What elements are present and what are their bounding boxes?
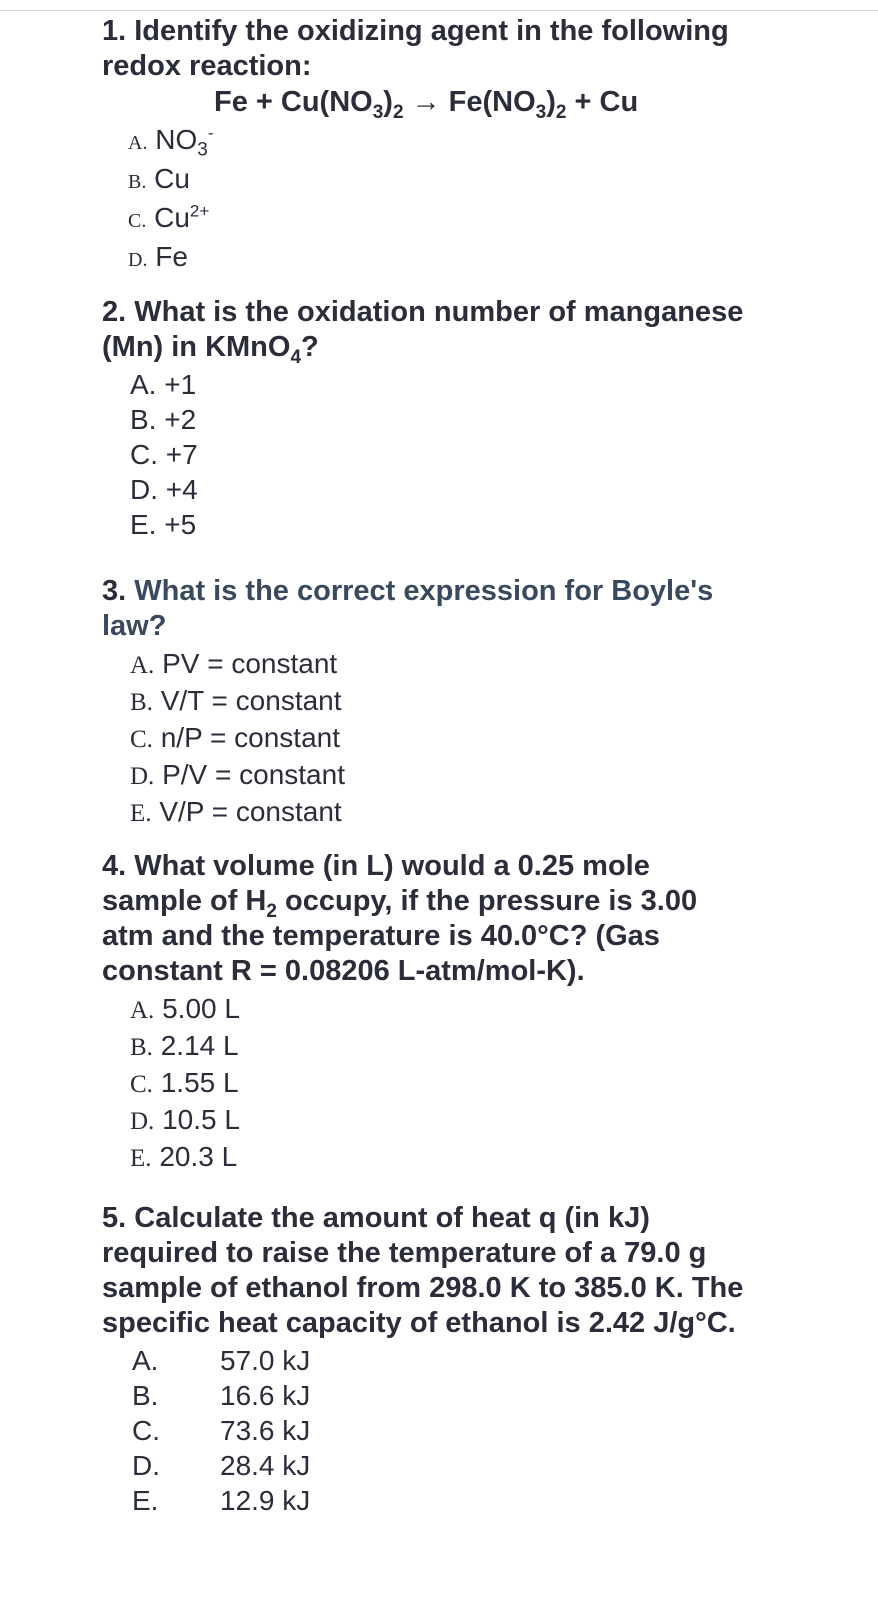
question-4	[102, 849, 782, 1176]
option-letter: B.	[128, 171, 147, 193]
equation-subscript: 2	[555, 101, 567, 123]
equation-subscript: 3	[535, 101, 547, 123]
answer-option-b[interactable]	[128, 161, 782, 200]
option-letter: A.	[130, 652, 155, 679]
redox-equation	[214, 84, 782, 123]
equation-part: Fe + Cu(NO	[214, 86, 373, 118]
answer-option-d[interactable]	[130, 1102, 782, 1139]
option-letter: E.	[130, 800, 152, 827]
option-letter: C.	[130, 1071, 153, 1098]
question-number: 5.	[102, 1202, 127, 1234]
question-1	[102, 14, 782, 278]
answer-option-d[interactable]	[130, 472, 782, 507]
option-text: V/P = constant	[159, 796, 342, 827]
option-text: 1.55 L	[160, 1067, 239, 1098]
answer-options	[130, 991, 782, 1176]
option-text: +5	[164, 509, 197, 540]
option-text: 28.4 kJ	[220, 1450, 311, 1481]
option-letter: C.	[130, 726, 153, 753]
question-prompt: sample of ethanol from 298.0 K to 385.0 K. The	[102, 1272, 744, 1304]
answer-option-c[interactable]	[130, 1065, 782, 1102]
option-letter: E.	[130, 509, 157, 540]
answer-option-e[interactable]	[130, 794, 782, 831]
option-text: P/V = constant	[162, 759, 345, 790]
question-prompt: sample of H	[102, 885, 267, 917]
question-3-text	[102, 574, 782, 644]
answer-option-e[interactable]	[130, 1139, 782, 1176]
question-4-text	[102, 849, 782, 989]
answer-option-a[interactable]	[130, 991, 782, 1028]
answer-option-c[interactable]	[130, 720, 782, 757]
option-text: 20.3 L	[159, 1141, 238, 1172]
question-5	[102, 1201, 782, 1518]
option-letter: C.	[130, 439, 158, 470]
option-letter: B.	[132, 1380, 159, 1411]
option-letter: D.	[132, 1450, 160, 1481]
option-text: 10.5 L	[162, 1104, 240, 1135]
question-number: 4.	[102, 850, 127, 882]
question-prompt: constant R = 0.08206 L-atm/mol-K).	[102, 955, 585, 987]
option-letter: C.	[132, 1415, 160, 1446]
question-prompt: required to raise the temperature of a 79.0 g	[102, 1237, 707, 1269]
option-letter: D.	[130, 763, 155, 790]
option-text: +4	[165, 474, 198, 505]
question-prompt: atm and the temperature is 40.0°C? (Gas	[102, 920, 660, 952]
reaction-arrow: →	[403, 86, 449, 118]
answer-options	[130, 367, 782, 542]
option-subscript: 3	[197, 139, 208, 161]
answer-option-b[interactable]	[130, 1028, 782, 1065]
answer-option-e[interactable]	[130, 507, 782, 542]
option-text: 2.14 L	[160, 1030, 239, 1061]
option-text: 5.00 L	[162, 993, 240, 1024]
option-text: NO	[155, 124, 198, 155]
option-letter: A.	[132, 1345, 159, 1376]
option-text: Fe	[155, 241, 188, 272]
answer-options	[130, 646, 782, 831]
question-prompt: What is the oxidation number of manganese	[134, 296, 744, 328]
answer-option-b[interactable]	[130, 402, 782, 437]
answer-options	[132, 1343, 782, 1518]
option-letter: D.	[130, 474, 158, 505]
question-prompt: specific heat capacity of ethanol is 2.42 J/g°C.	[102, 1307, 736, 1339]
option-text: 16.6 kJ	[220, 1380, 311, 1411]
option-text: +1	[164, 369, 197, 400]
question-number: 1.	[102, 15, 127, 47]
question-number: 2.	[102, 296, 127, 328]
option-letter: D.	[130, 1108, 155, 1135]
option-letter: E.	[132, 1485, 159, 1516]
option-letter: A.	[128, 132, 148, 154]
answer-option-d[interactable]	[128, 239, 782, 278]
option-text: 73.6 kJ	[220, 1415, 311, 1446]
option-letter: D.	[128, 249, 148, 271]
option-text: Cu	[154, 163, 190, 194]
question-number: 3.	[102, 575, 127, 607]
option-letter: B.	[130, 1034, 153, 1061]
answer-option-d[interactable]	[132, 1448, 782, 1483]
question-2	[102, 295, 782, 542]
question-prompt: Identify the oxidizing agent in the following redox reaction:	[102, 15, 729, 82]
answer-option-c[interactable]	[132, 1413, 782, 1448]
option-text: V/T = constant	[160, 685, 342, 716]
equation-subscript: 2	[392, 101, 404, 123]
answer-option-b[interactable]	[130, 683, 782, 720]
option-letter: A.	[130, 997, 155, 1024]
answer-options	[128, 122, 782, 278]
answer-option-e[interactable]	[132, 1483, 782, 1518]
equation-part: )	[546, 86, 556, 118]
question-2-text	[102, 295, 782, 368]
answer-option-a[interactable]	[132, 1343, 782, 1378]
formula-subscript: 2	[266, 900, 277, 922]
option-text: 57.0 kJ	[220, 1345, 311, 1376]
question-prompt: occupy, if the pressure is 3.00	[276, 885, 698, 917]
question-1-text	[102, 14, 782, 84]
answer-option-c[interactable]	[130, 437, 782, 472]
option-superscript: 2+	[189, 201, 210, 221]
option-letter: A.	[130, 369, 157, 400]
option-text: Cu	[154, 202, 190, 233]
question-5-text	[102, 1201, 782, 1341]
equation-part: Fe(NO	[448, 86, 536, 118]
option-text: +2	[164, 404, 197, 435]
equation-part: + Cu	[566, 86, 639, 118]
equation-subscript: 3	[372, 101, 384, 123]
answer-option-a[interactable]	[128, 122, 782, 161]
option-letter: C.	[128, 210, 147, 232]
option-text: PV = constant	[162, 648, 338, 679]
option-letter: B.	[130, 689, 153, 716]
formula-subscript: 4	[290, 346, 302, 368]
answer-option-d[interactable]	[130, 757, 782, 794]
top-divider	[0, 10, 878, 11]
option-letter: E.	[130, 1145, 152, 1172]
answer-option-b[interactable]	[132, 1378, 782, 1413]
option-text: +7	[165, 439, 198, 470]
question-prompt: Calculate the amount of heat q (in kJ)	[134, 1202, 650, 1234]
question-prompt: ?	[301, 331, 319, 363]
equation-part: )	[383, 86, 393, 118]
question-prompt: What is the correct expression for Boyle's law?	[102, 575, 714, 642]
question-prompt: (Mn) in KMnO	[102, 331, 291, 363]
answer-option-a[interactable]	[130, 367, 782, 402]
option-text: 12.9 kJ	[220, 1485, 311, 1516]
option-letter: B.	[130, 404, 157, 435]
question-3	[102, 574, 782, 831]
question-prompt: What volume (in L) would a 0.25 mole	[134, 850, 650, 882]
answer-option-c[interactable]	[128, 200, 782, 239]
option-superscript: -	[207, 123, 214, 143]
option-text: n/P = constant	[160, 722, 340, 753]
answer-option-a[interactable]	[130, 646, 782, 683]
